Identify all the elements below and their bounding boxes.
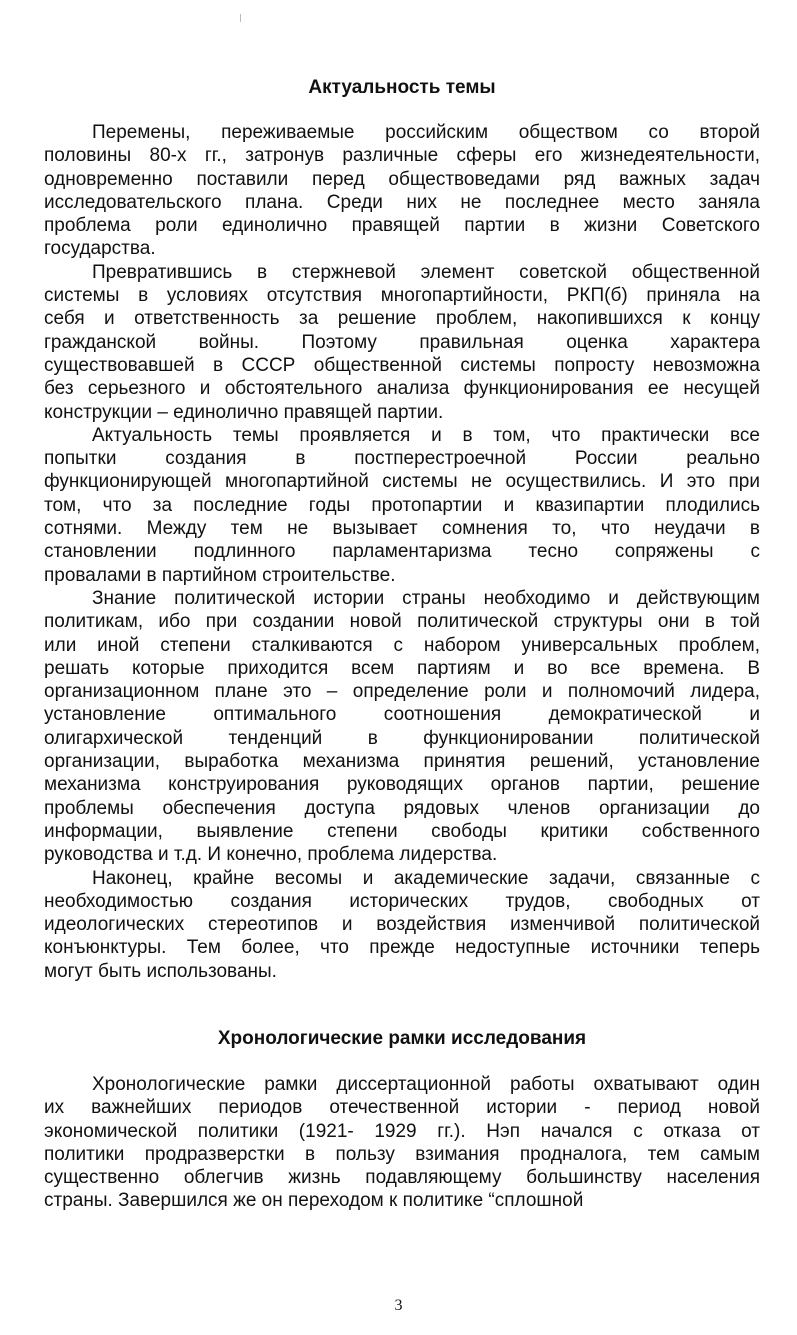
section-heading-chronology: Хронологические рамки исследования — [217, 1028, 587, 1049]
paragraph-line: установление оптимального соотношения демократической и — [44, 704, 760, 726]
paragraph — [44, 424, 760, 587]
paragraph — [44, 261, 760, 424]
paragraph-line: идеологических стереотипов и воздействия изменчивой политической — [44, 914, 760, 936]
paragraph-line: могут быть использованы. — [44, 960, 277, 982]
paragraph-line: провалами в партийном строительстве. — [44, 564, 396, 586]
paragraph-line: исследовательского плана. Среди них не последнее место заняла — [44, 191, 760, 213]
paragraph-line: том, что за последние годы протопартии и квазипартии плодились — [44, 494, 760, 516]
paragraph-line: организации, выработка механизма принятия решений, установление — [44, 751, 760, 773]
paragraph-line: необходимостью создания исторических трудов, свободных от — [44, 890, 760, 912]
paragraph-line: без серьезного и обстоятельного анализа функционирования ее несущей — [44, 378, 760, 400]
paragraph-line: страны. Завершился же он переходом к политике “сплошной — [44, 1190, 584, 1212]
paragraph-line: организационном плане это – определение роли и полномочий лидера, — [44, 681, 760, 703]
paragraph-line: системы в условиях отсутствия многопартийности, РКП(б) приняла на — [44, 285, 760, 307]
paragraph-line: механизма конструирования руководящих органов партии, решение — [44, 774, 760, 796]
paragraph-line: государства. — [44, 238, 156, 260]
page-number: 3 — [394, 1297, 403, 1314]
paragraph — [44, 1073, 760, 1213]
paragraph-line: гражданской войны. Поэтому правильная оценка характера — [44, 331, 760, 353]
paragraph-line: существенно облегчив жизнь подавляющему большинству населения — [44, 1167, 760, 1189]
paragraph-line: решать которые приходится всем партиям и во все времена. В — [44, 657, 760, 679]
paragraph-line: олигархической тенденций в функционировании политической — [44, 727, 760, 749]
paragraph — [44, 121, 760, 261]
paragraph-line: политикам, ибо при создании новой политической структуры они в той — [44, 611, 760, 633]
paragraph-line: Превратившись в стержневой элемент советской общественной — [92, 261, 760, 283]
paragraph-line: Знание политической истории страны необходимо и действующим — [92, 588, 760, 609]
paragraph-line: проблема роли единолично правящей партии в жизни Советского — [44, 215, 760, 237]
paragraph-line: политики продразверстки в пользу взимания продналога, тем самым — [44, 1143, 760, 1165]
paragraph-line: информации, выявление степени свободы критики собственного — [44, 820, 760, 842]
paragraph-line: экономической политики (1921- 1929 гг.). Нэп начался с отказа от — [44, 1120, 760, 1142]
paragraph — [44, 587, 760, 867]
paragraph-line: половины 80-х гг., затронув различные сферы его жизнедеятельности, — [44, 145, 760, 167]
paragraph-line: Перемены, переживаемые российским обществом со второй — [92, 122, 760, 143]
paragraph-line: сотнями. Между тем не вызывает сомнения то, что неудачи в — [44, 518, 760, 540]
paragraph-line: одновременно поставили перед обществоведами ряд важных задач — [44, 168, 760, 190]
paragraph-line: проблемы обеспечения доступа рядовых членов организации до — [44, 797, 760, 819]
paragraph-line: функционирующей многопартийной системы не осуществились. И это при — [44, 471, 760, 493]
paragraph-line: руководства и т.д. И конечно, проблема лидерства. — [44, 844, 498, 866]
paragraph-line: или иной степени сталкиваются с набором универсальных проблем, — [44, 634, 760, 656]
paragraph-line: их важнейших периодов отечественной истории - период новой — [44, 1097, 760, 1119]
paragraph-line: становлении подлинного парламентаризма тесно сопряжены с — [44, 541, 760, 563]
paragraph-line: Наконец, крайне весомы и академические задачи, связанные с — [92, 867, 760, 889]
paragraph-line: существовавшей в СССР общественной системы попросту невозможна — [44, 354, 760, 376]
paragraph-line: конструкции – единолично правящей партии. — [44, 401, 444, 423]
paragraph-line: себя и ответственность за решение проблем, накопившихся к концу — [44, 308, 760, 330]
paragraph-line: конъюнктуры. Тем более, что прежде недоступные источники теперь — [44, 937, 760, 959]
paragraph-line: Актуальность темы проявляется и в том, что практически все — [92, 424, 760, 446]
paragraph-line: Хронологические рамки диссертационной работы охватывают один — [92, 1074, 760, 1095]
section-heading-relevance: Актуальность темы — [308, 77, 496, 98]
scan-mark — [240, 14, 241, 22]
paragraph — [44, 867, 760, 983]
paragraph-line: попытки создания в постперестроечной России реально — [44, 448, 760, 470]
